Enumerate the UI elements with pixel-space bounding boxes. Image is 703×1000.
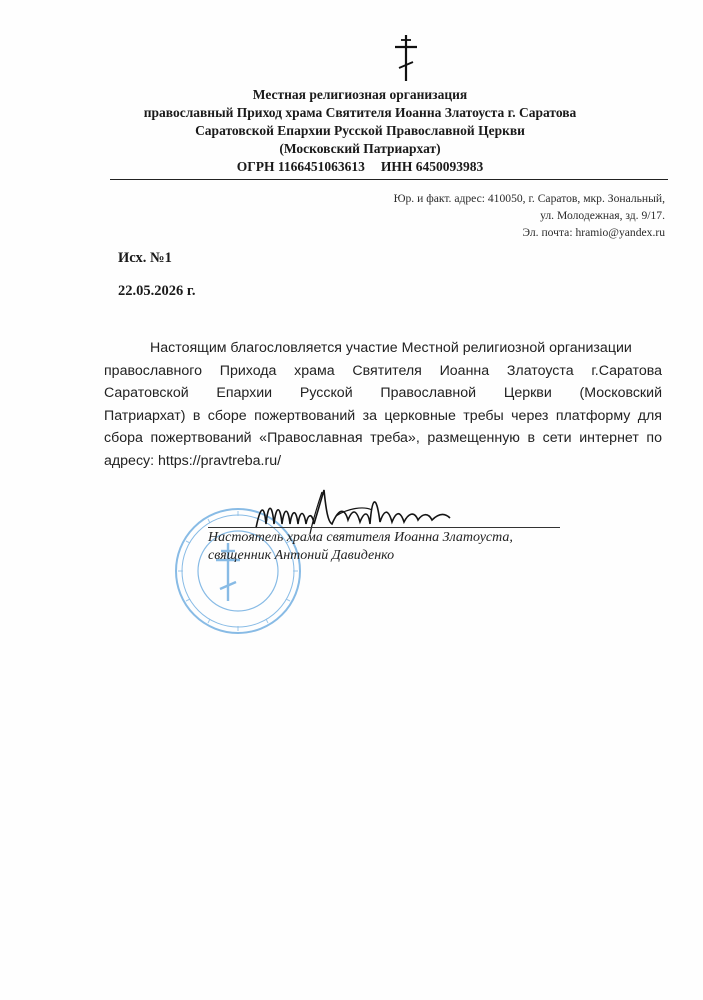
- letter-body: [104, 337, 662, 472]
- orthodox-cross-icon: [393, 34, 419, 82]
- letter-date: 22.05.2026 г.: [118, 283, 196, 299]
- body-line-5: сбора пожертвований «Православная треба», размещенную в сети интернет по: [104, 430, 662, 446]
- address-line-2: ул. Молодежная, зд. 9/17.: [540, 209, 665, 222]
- body-line-2: православного Прихода храма Святителя Иоанна Златоуста г.Саратова: [104, 362, 662, 379]
- org-line-1: Местная религиозная организация: [252, 87, 468, 102]
- signer-name: священник Антоний Давиденко: [208, 548, 395, 563]
- signature-line: [208, 527, 560, 528]
- address-block: [330, 190, 665, 241]
- signer-title: Настоятель храма святителя Иоанна Златоуста,: [208, 530, 513, 545]
- body-line-1: Настоящим благословляется участие Местной религиозной организации: [150, 340, 632, 356]
- registration-numbers: [100, 158, 620, 176]
- body-line-3: Саратовской Епархии Русской Православной Церкви (Московский: [104, 385, 662, 401]
- ogrn: ОГРН 1166451063613: [236, 159, 365, 174]
- email-line: Эл. почта: hramio@yandex.ru: [522, 226, 665, 239]
- outgoing-number: Исх. №1: [118, 250, 172, 266]
- signer-block: [208, 529, 513, 565]
- address-line-1: Юр. и факт. адрес: 410050, г. Саратов, мкр. Зональный,: [393, 192, 665, 205]
- body-line-4: Патриархат) в сборе пожертвований за церковные требы через платформу для: [104, 407, 662, 424]
- org-line-3: Саратовской Епархии Русской Православной Церкви: [195, 123, 525, 138]
- inn: ИНН 6450093983: [380, 159, 484, 174]
- letterhead: [100, 86, 620, 176]
- org-line-2: православный Приход храма Святителя Иоанна Златоуста г. Саратова: [143, 105, 577, 120]
- header-divider: [110, 179, 668, 180]
- org-line-4: (Московский Патриархат): [279, 141, 441, 156]
- body-line-6: адресу: https://pravtreba.ru/: [104, 452, 282, 469]
